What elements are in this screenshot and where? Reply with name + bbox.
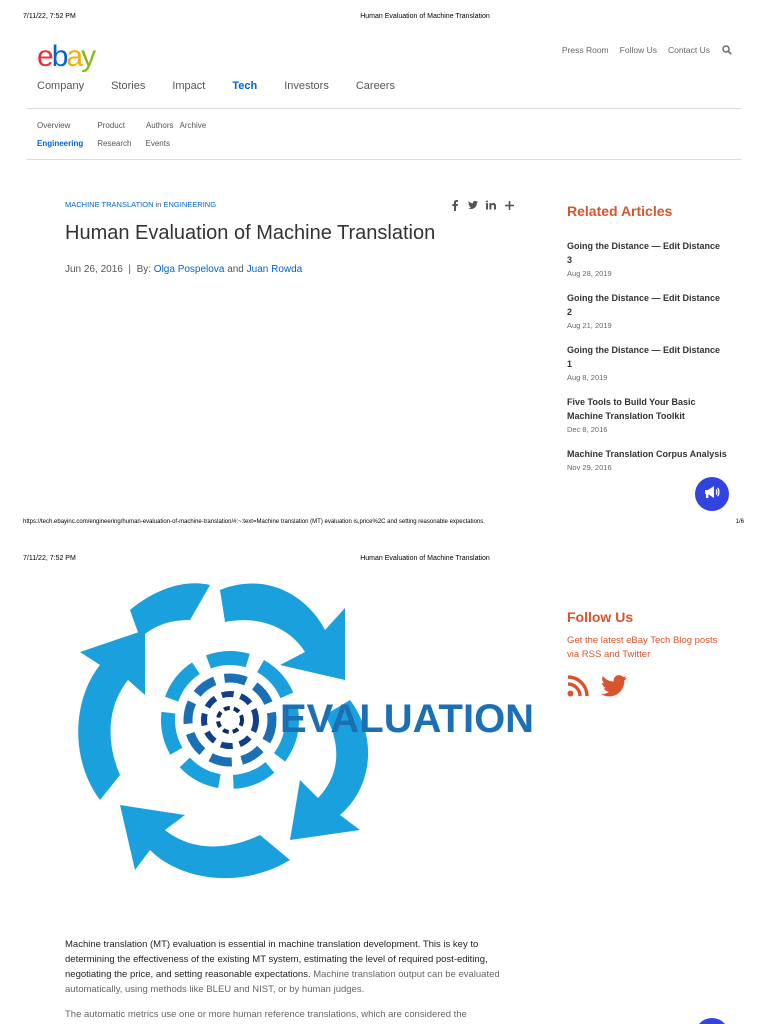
- print-header: [0, 542, 768, 562]
- author-link[interactable]: Olga Pospelova: [153, 264, 225, 275]
- subnav-authors[interactable]: Authors: [145, 121, 174, 130]
- subnav-overview[interactable]: Overview: [37, 121, 71, 130]
- related-articles-list: [567, 239, 727, 485]
- article-category: MACHINE TRANSLATION in ENGINEERING: [65, 200, 217, 209]
- related-article-date: Aug 28, 2019: [567, 269, 612, 278]
- related-articles-heading: Related Articles: [567, 203, 673, 219]
- print-date: 7/11/22, 7:52 PM: [23, 13, 76, 20]
- utility-nav: [551, 45, 732, 55]
- main-nav: [37, 80, 422, 92]
- print-date: 7/11/22, 7:52 PM: [23, 555, 76, 562]
- follow-us-heading: Follow Us: [567, 609, 634, 625]
- rss-icon[interactable]: [567, 675, 589, 702]
- evaluation-word: EVALUATION: [280, 697, 535, 741]
- print-header: [0, 0, 768, 20]
- related-article-date: Aug 21, 2019: [567, 321, 612, 330]
- feedback-button[interactable]: [695, 1018, 729, 1024]
- article-date: Jun 26, 2016: [65, 264, 123, 275]
- evaluation-graphic: [45, 580, 535, 910]
- related-article-title[interactable]: Going the Distance — Edit Distance 1: [567, 345, 721, 369]
- subnav-product[interactable]: Product: [97, 121, 125, 130]
- related-article-date: Aug 8, 2019: [567, 373, 608, 382]
- nav-investors[interactable]: Investors: [284, 80, 329, 92]
- subnav-events[interactable]: Events: [145, 139, 170, 148]
- category-link[interactable]: MACHINE TRANSLATION: [65, 200, 154, 209]
- print-title: Human Evaluation of Machine Translation: [360, 13, 490, 20]
- paragraph-rest: Machine translation output can be evaluated automatically, using methods like BLEU and NIST, or by human judges.: [65, 969, 500, 995]
- nav-company[interactable]: Company: [37, 80, 85, 92]
- related-article[interactable]: [567, 239, 727, 278]
- article-paragraph: The automatic metrics use one or more human reference translations, which are considered the: [65, 1009, 467, 1020]
- section-link[interactable]: ENGINEERING: [163, 200, 217, 209]
- related-article-title[interactable]: Five Tools to Build Your Basic Machine Translation Toolkit: [567, 397, 696, 421]
- related-article-date: Nov 29, 2016: [567, 463, 612, 472]
- print-url: https://tech.ebayinc.com/engineering/human-evaluation-of-machine-translation/#:~:text=Machine translation (MT) evaluation is,price%2C and setting reasonable expectations.: [23, 519, 485, 525]
- nav-stories[interactable]: Stories: [111, 80, 146, 92]
- nav-tech[interactable]: Tech: [232, 80, 258, 92]
- follow-us-text[interactable]: Get the latest eBay Tech Blog posts via RSS and Twitter: [567, 635, 718, 660]
- related-article-title[interactable]: Going the Distance — Edit Distance 3: [567, 241, 721, 265]
- related-article[interactable]: [567, 291, 727, 330]
- print-page-number: 1/6: [735, 519, 744, 525]
- related-article-date: Dec 8, 2016: [567, 425, 608, 434]
- related-article[interactable]: [567, 395, 727, 434]
- article-title: Human Evaluation of Machine Translation: [65, 222, 436, 244]
- follow-us-link[interactable]: Follow Us: [619, 45, 657, 55]
- linkedin-icon[interactable]: [486, 199, 496, 211]
- share-bar: [450, 199, 522, 211]
- ebay-logo[interactable]: ebay: [37, 40, 95, 73]
- sub-nav: [37, 121, 220, 157]
- related-article[interactable]: [567, 447, 727, 472]
- twitter-icon[interactable]: [601, 675, 627, 702]
- article-paragraph: [65, 937, 510, 997]
- nav-careers[interactable]: Careers: [355, 80, 395, 92]
- byline: Jun 26, 2016 | By: Olga Pospelova and Juan Rowda: [65, 264, 303, 275]
- subnav-research[interactable]: Research: [97, 139, 132, 148]
- twitter-icon[interactable]: [468, 199, 478, 211]
- plus-icon[interactable]: [504, 199, 514, 211]
- author-link[interactable]: Juan Rowda: [246, 264, 303, 275]
- print-title: Human Evaluation of Machine Translation: [360, 555, 490, 562]
- subnav-engineering[interactable]: Engineering: [37, 139, 84, 148]
- related-article-title[interactable]: Going the Distance — Edit Distance 2: [567, 293, 721, 317]
- contact-us-link[interactable]: Contact Us: [667, 45, 710, 55]
- paragraph-lead: Machine translation (MT) evaluation is essential in machine translation development. This is key to determining the effectiveness of the existing MT system, estimating the level of required post-editing, negotiating the price, and setting reasonable expectations.: [65, 939, 488, 980]
- related-article[interactable]: [567, 343, 727, 382]
- subnav-archive[interactable]: Archive: [179, 121, 207, 130]
- nav-divider: [26, 108, 742, 109]
- search-icon[interactable]: [722, 45, 732, 55]
- feedback-button[interactable]: [695, 477, 729, 511]
- subnav-divider: [26, 159, 742, 160]
- facebook-icon[interactable]: [450, 199, 460, 211]
- megaphone-icon: [704, 485, 720, 504]
- nav-impact[interactable]: Impact: [172, 80, 206, 92]
- follow-icons: [567, 675, 639, 702]
- press-room-link[interactable]: Press Room: [561, 45, 609, 55]
- related-article-title[interactable]: Machine Translation Corpus Analysis: [567, 449, 727, 459]
